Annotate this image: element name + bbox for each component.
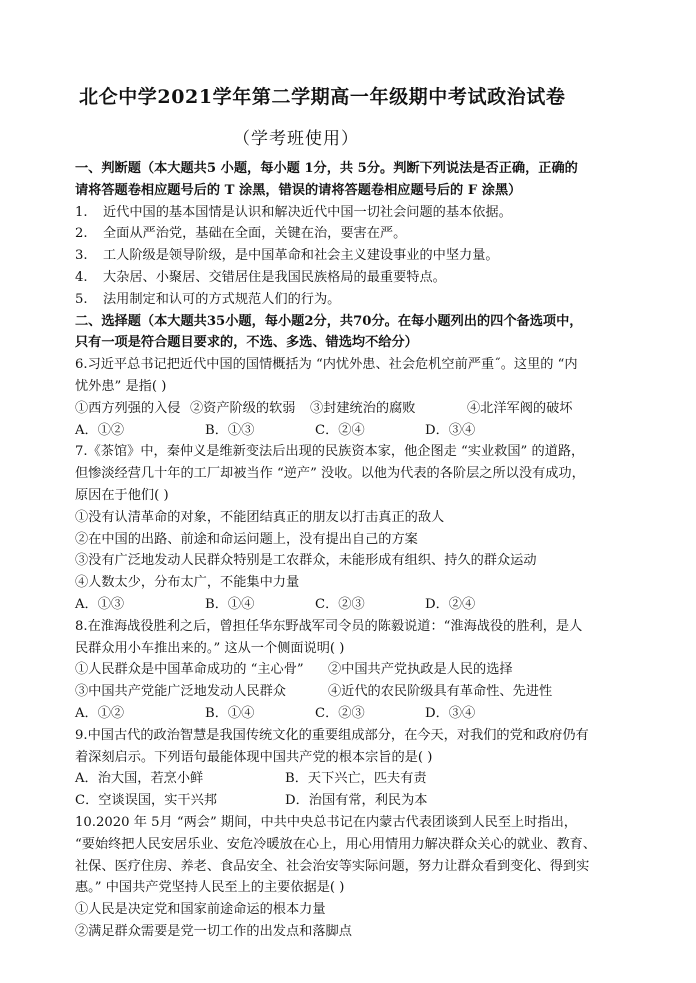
item-text: 全面从严治党，基础在全面，关键在治，要害在严。 bbox=[103, 226, 407, 242]
q7-stem-line2: 但惨淡经营几十年的工厂却被当作 “逆产” 没收。以他为代表的各阶层之所以没有成功， bbox=[75, 466, 585, 482]
q10-option: ①人民是决定党和国家前途命运的根本力量 bbox=[75, 902, 326, 918]
q7-choice: C．②③ bbox=[315, 596, 365, 612]
q8-choice: C．②③ bbox=[315, 705, 365, 721]
q6-choice: B．①③ bbox=[205, 422, 255, 438]
q10-stem-line2: “要始终把人民安居乐业、安危冷暖放在心上，用心用情用力解决群众关心的就业、教育、 bbox=[75, 836, 597, 852]
q9-choice: C．空谈误国，实干兴邦 bbox=[75, 793, 217, 809]
q7-choice: A．①③ bbox=[75, 596, 125, 612]
exam-body bbox=[75, 158, 635, 943]
q8-choices bbox=[75, 703, 635, 725]
q9-choices-row2 bbox=[75, 790, 635, 812]
q7-stem-line1: 7.《茶馆》中，秦仲义是维新变法后出现的民族资本家，他企图走 “实业救国” 的道路， bbox=[75, 444, 585, 460]
q6-options bbox=[75, 398, 635, 420]
q8-option: ④近代的农民阶级具有革命性、先进性 bbox=[328, 684, 553, 700]
item-number: 4. bbox=[75, 269, 88, 285]
page-title: 北仑中学2021学年第二学期高一年级期中考试政治试卷 bbox=[79, 86, 566, 108]
q9-choice: B．天下兴亡，匹夫有责 bbox=[285, 771, 427, 787]
q8-option: ②中国共产党执政是人民的选择 bbox=[328, 662, 513, 678]
item-number: 5. bbox=[75, 291, 88, 307]
q9-choice: D．治国有常，利民为本 bbox=[285, 793, 428, 809]
judgment-item bbox=[75, 202, 635, 224]
q6-option: ②资产阶级的软弱 bbox=[190, 400, 296, 416]
q8-choice: B．①④ bbox=[205, 705, 255, 721]
q8-options-row2 bbox=[75, 681, 635, 703]
judgment-item bbox=[75, 223, 635, 245]
q8-choice: A．①② bbox=[75, 705, 125, 721]
judgment-item bbox=[75, 289, 635, 311]
q7-choice: D．②④ bbox=[425, 596, 476, 612]
q7-choice: B．①④ bbox=[205, 596, 255, 612]
q9-choice: A．治大国，若烹小鲜 bbox=[75, 771, 204, 787]
q7-option: ①没有认清革命的对象，不能团结真正的朋友以打击真正的敌人 bbox=[75, 509, 445, 525]
q9-stem-line1: 9.中国古代的政治智慧是我国传统文化的重要组成部分，在今天，对我们的党和政府仍有 bbox=[75, 727, 589, 743]
q7-option: ②在中国的出路、前途和命运问题上，没有提出自己的方案 bbox=[75, 531, 418, 547]
q9-stem-line2: 着深刻启示。下列语句最能体现中国共产党的根本宗旨的是( ) bbox=[75, 749, 433, 765]
q6-choice: C．②④ bbox=[315, 422, 365, 438]
q6-option: ④北洋军阀的破坏 bbox=[467, 400, 573, 416]
q10-stem-line4: 惠。” 中国共产党坚持人民至上的主要依据是( ) bbox=[75, 880, 345, 896]
q8-choice: D．③④ bbox=[425, 705, 476, 721]
q8-stem-line2: 民群众用小车推出来的。” 这从一个侧面说明( ) bbox=[75, 640, 345, 656]
q6-choice: D．③④ bbox=[425, 422, 476, 438]
item-number: 2. bbox=[75, 226, 88, 242]
q8-option: ①人民群众是中国革命成功的 “主心骨” bbox=[75, 662, 304, 678]
q7-stem-line3: 原因在于他们( ) bbox=[75, 487, 169, 503]
q6-stem-line2: 忧外患” 是指( ) bbox=[75, 378, 167, 394]
q8-stem-line1: 8.在淮海战役胜利之后，曾担任华东野战军司令员的陈毅说道：“淮海战役的胜利，是人 bbox=[75, 618, 583, 634]
q7-option: ③没有广泛地发动人民群众特别是工农群众，未能形成有组织、持久的群众运动 bbox=[75, 553, 537, 569]
judgment-item bbox=[75, 245, 635, 267]
item-text: 法用制定和认可的方式规范人们的行为。 bbox=[103, 291, 341, 307]
section2-heading-line2: 只有一项是符合题目要求的，不选、多选、错选均不给分） bbox=[75, 335, 418, 351]
item-text: 工人阶级是领导阶级，是中国革命和社会主义建设事业的中坚力量。 bbox=[103, 248, 499, 264]
section1-heading-line2: 请将答题卷相应题号后的 T 涂黑，错误的请将答题卷相应题号后的 F 涂黑） bbox=[75, 182, 522, 198]
q10-stem-line1: 10.2020 年 5月 “两会” 期间，中共中央总书记在内蒙古代表团谈到人民至上时指出， bbox=[75, 814, 577, 830]
item-text: 大杂居、小聚居、交错居住是我国民族格局的最重要特点。 bbox=[103, 269, 446, 285]
q6-option: ①西方列强的入侵 bbox=[75, 400, 181, 416]
section1-heading-line1: 一、判断题（本大题共5 小题，每小题 1分，共 5分。判断下列说法是否正确，正确的 bbox=[75, 161, 578, 176]
q7-option: ④人数太少，分布太广，不能集中力量 bbox=[75, 575, 300, 591]
judgment-item bbox=[75, 267, 635, 289]
q6-choices bbox=[75, 420, 635, 442]
q10-option: ②满足群众需要是党一切工作的出发点和落脚点 bbox=[75, 923, 352, 939]
q6-stem-line1: 6.习近平总书记把近代中国的国情概括为 “内忧外患、社会危机空前严重˝。这里的 “内 bbox=[75, 357, 578, 373]
q8-option: ③中国共产党能广泛地发动人民群众 bbox=[75, 684, 286, 700]
q7-choices bbox=[75, 594, 635, 616]
page-subtitle: （学考班使用） bbox=[233, 129, 359, 149]
q6-choice: A．①② bbox=[75, 422, 125, 438]
item-number: 3. bbox=[75, 248, 88, 264]
q8-options-row1 bbox=[75, 659, 635, 681]
item-text: 近代中国的基本国情是认识和解决近代中国一切社会问题的基本依据。 bbox=[103, 204, 512, 220]
item-number: 1. bbox=[75, 204, 88, 220]
q9-choices-row1 bbox=[75, 768, 635, 790]
q10-stem-line3: 社保、医疗住房、养老、食品安全、社会治安等实际问题，努力让群众看到变化、得到实 bbox=[75, 858, 590, 874]
section2-heading-line1: 二、选择题（本大题共35小题，每小题2分，共70分。在每小题列出的四个备选项中， bbox=[75, 313, 583, 329]
q6-option: ③封建统治的腐败 bbox=[310, 400, 416, 416]
